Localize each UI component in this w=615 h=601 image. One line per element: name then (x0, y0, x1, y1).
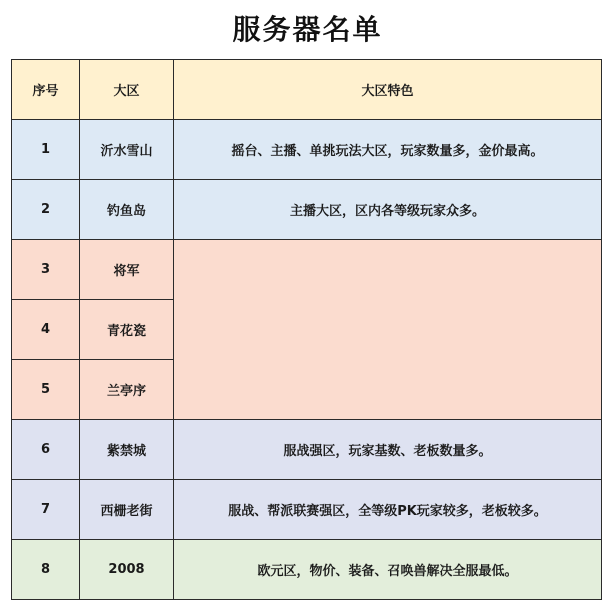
row-region: 兰亭序 (80, 360, 174, 420)
row-index: 6 (12, 420, 80, 480)
row-feature: 欧元区，物价、装备、召唤兽解决全服最低。 (174, 540, 602, 600)
row-region: 西栅老街 (80, 480, 174, 540)
row-index: 5 (12, 360, 80, 420)
row-region: 沂水雪山 (80, 120, 174, 180)
page-title: 服务器名单 (232, 13, 383, 46)
row-index: 4 (12, 300, 80, 360)
row-index: 8 (12, 540, 80, 600)
row-feature: 服战强区，玩家基数、老板数量多。 (174, 420, 602, 480)
header-region: 大区 (80, 60, 174, 120)
row-index: 7 (12, 480, 80, 540)
row-index: 2 (12, 180, 80, 240)
row-feature: 主播大区，区内各等级玩家众多。 (174, 180, 602, 240)
table-row (12, 480, 602, 540)
table-row (12, 120, 602, 180)
table-row (12, 180, 602, 240)
row-region: 2008 (80, 540, 174, 600)
row-index: 1 (12, 120, 80, 180)
table-row (12, 420, 602, 480)
row-region: 紫禁城 (80, 420, 174, 480)
header-feature: 大区特色 (174, 60, 602, 120)
row-region: 钓鱼岛 (80, 180, 174, 240)
row-index: 3 (12, 240, 80, 300)
row-feature: 服战、帮派联赛强区，全等级PK玩家较多，老板较多。 (174, 480, 602, 540)
row-feature: 摇台、主播、单挑玩法大区，玩家数量多，金价最高。 (174, 120, 602, 180)
table-header-row (12, 60, 602, 120)
server-table (11, 59, 602, 600)
row-region: 将军 (80, 240, 174, 300)
row-feature-merged (174, 240, 602, 420)
table-row (12, 540, 602, 600)
row-region: 青花瓷 (80, 300, 174, 360)
header-index: 序号 (12, 60, 80, 120)
table-row (12, 240, 602, 300)
